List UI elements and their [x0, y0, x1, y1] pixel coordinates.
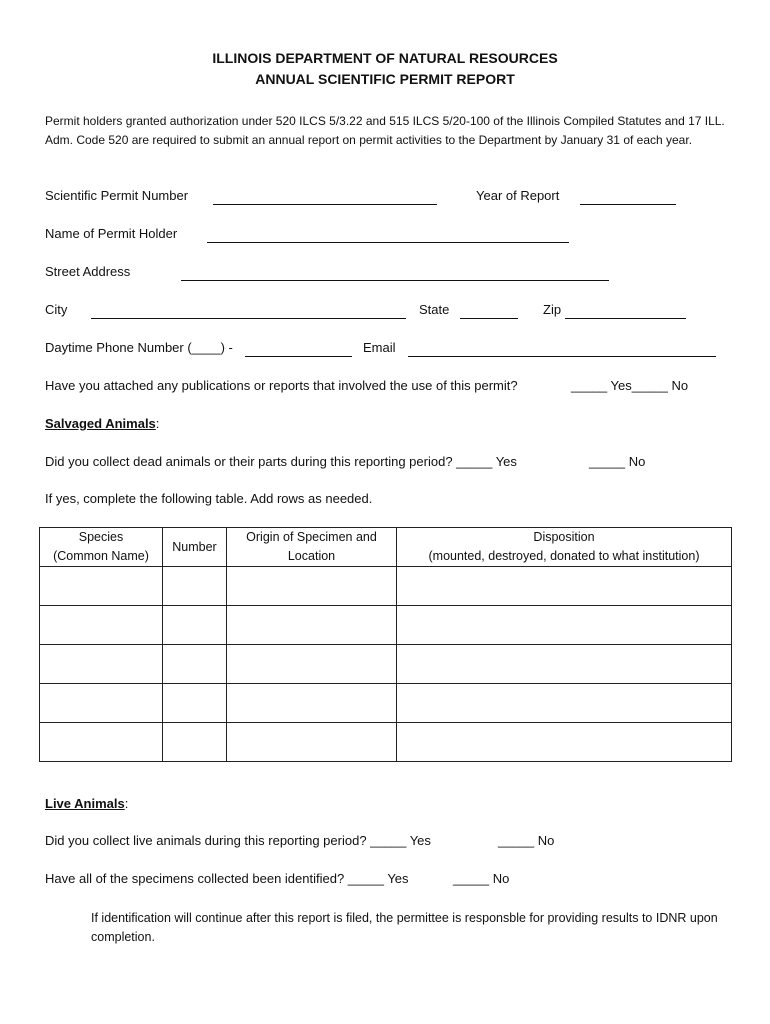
email-label: Email [363, 340, 396, 355]
salvaged-no[interactable]: _____ No [589, 454, 646, 469]
salvaged-question[interactable]: Did you collect dead animals or their parts during this reporting period? _____ Yes [45, 454, 517, 469]
table-cell[interactable] [397, 684, 732, 723]
attached-question: Have you attached any publications or reports that involved the use of this permit? [45, 378, 518, 393]
salvaged-heading-colon: : [155, 416, 160, 431]
table-cell[interactable] [227, 567, 397, 606]
table-cell[interactable] [40, 567, 163, 606]
disposition-header-line1: Disposition [533, 530, 595, 544]
table-cell[interactable] [227, 645, 397, 684]
number-header [163, 528, 227, 567]
table-cell[interactable] [40, 723, 163, 762]
table-cell[interactable] [397, 645, 732, 684]
salvaged-instruction: If yes, complete the following table. Add rows as needed. [45, 491, 373, 506]
email-field[interactable] [408, 356, 716, 357]
origin-header-line2: Location [287, 549, 336, 563]
form-subtitle: ANNUAL SCIENTIFIC PERMIT REPORT [255, 71, 515, 87]
table-cell[interactable] [227, 684, 397, 723]
intro-paragraph: Permit holders granted authorization under 520 ILCS 5/3.22 and 515 ILCS 5/20-100 of the Illinois Compiled Statutes and 17 ILL. Adm. Code 520 are required to submit an annual report on permit activities to the Department by January 31 of each year. [45, 114, 725, 147]
permit-number-label: Scientific Permit Number [45, 188, 189, 203]
year-of-report-field[interactable] [580, 204, 676, 205]
state-label: State [419, 302, 450, 317]
phone-field[interactable] [245, 356, 352, 357]
table-row [40, 723, 732, 762]
species-header-line1: Species [78, 530, 124, 544]
identification-note: If identification will continue after this report is filed, the permittee is responsble for providing results to IDNR upon completion. [91, 911, 718, 944]
year-of-report-label: Year of Report [476, 188, 560, 203]
live-question-2-no[interactable]: _____ No [453, 871, 510, 886]
table-cell[interactable] [397, 567, 732, 606]
live-question-2[interactable]: Have all of the specimens collected been identified? _____ Yes [45, 871, 409, 886]
table-cell[interactable] [227, 606, 397, 645]
disposition-header [397, 528, 732, 567]
table-cell[interactable] [163, 645, 227, 684]
permit-holder-label: Name of Permit Holder [45, 226, 178, 241]
city-label: City [45, 302, 68, 317]
live-question-1[interactable]: Did you collect live animals during this reporting period? _____ Yes [45, 833, 431, 848]
table-cell[interactable] [397, 606, 732, 645]
specimen-table [39, 527, 732, 762]
permit-holder-field[interactable] [207, 242, 569, 243]
street-address-field[interactable] [181, 280, 609, 281]
table-cell[interactable] [40, 645, 163, 684]
table-cell[interactable] [163, 684, 227, 723]
permit-number-field[interactable] [213, 204, 437, 205]
zip-label: Zip [543, 302, 562, 317]
species-header-line2: (Common Name) [53, 549, 149, 563]
table-cell[interactable] [40, 606, 163, 645]
state-field[interactable] [460, 318, 518, 319]
species-header [40, 528, 163, 567]
live-heading-text: Live Animals [45, 796, 125, 811]
number-header-line1: Number [172, 539, 217, 554]
table-cell[interactable] [163, 606, 227, 645]
live-heading-colon: : [124, 796, 129, 811]
table-cell[interactable] [40, 684, 163, 723]
live-question-1-no[interactable]: _____ No [498, 833, 555, 848]
table-cell[interactable] [163, 567, 227, 606]
table-row [40, 567, 732, 606]
origin-header [227, 528, 397, 567]
origin-header-line1: Origin of Specimen and [246, 530, 377, 544]
street-address-label: Street Address [45, 264, 131, 279]
salvaged-heading-text: Salvaged Animals [45, 416, 156, 431]
phone-label: Daytime Phone Number (____) - [45, 340, 233, 355]
table-row [40, 645, 732, 684]
zip-field[interactable] [565, 318, 686, 319]
live-heading [45, 796, 128, 811]
disposition-header-line2: (mounted, destroyed, donated to what institution) [428, 549, 700, 563]
salvaged-heading [45, 416, 159, 431]
form-title: ILLINOIS DEPARTMENT OF NATURAL RESOURCES [212, 50, 558, 66]
attached-answer[interactable]: _____ Yes_____ No [571, 378, 689, 393]
city-field[interactable] [91, 318, 406, 319]
table-cell[interactable] [227, 723, 397, 762]
table-row [40, 684, 732, 723]
table-row [40, 606, 732, 645]
table-header-row [40, 528, 732, 567]
table-cell[interactable] [163, 723, 227, 762]
table-cell[interactable] [397, 723, 732, 762]
